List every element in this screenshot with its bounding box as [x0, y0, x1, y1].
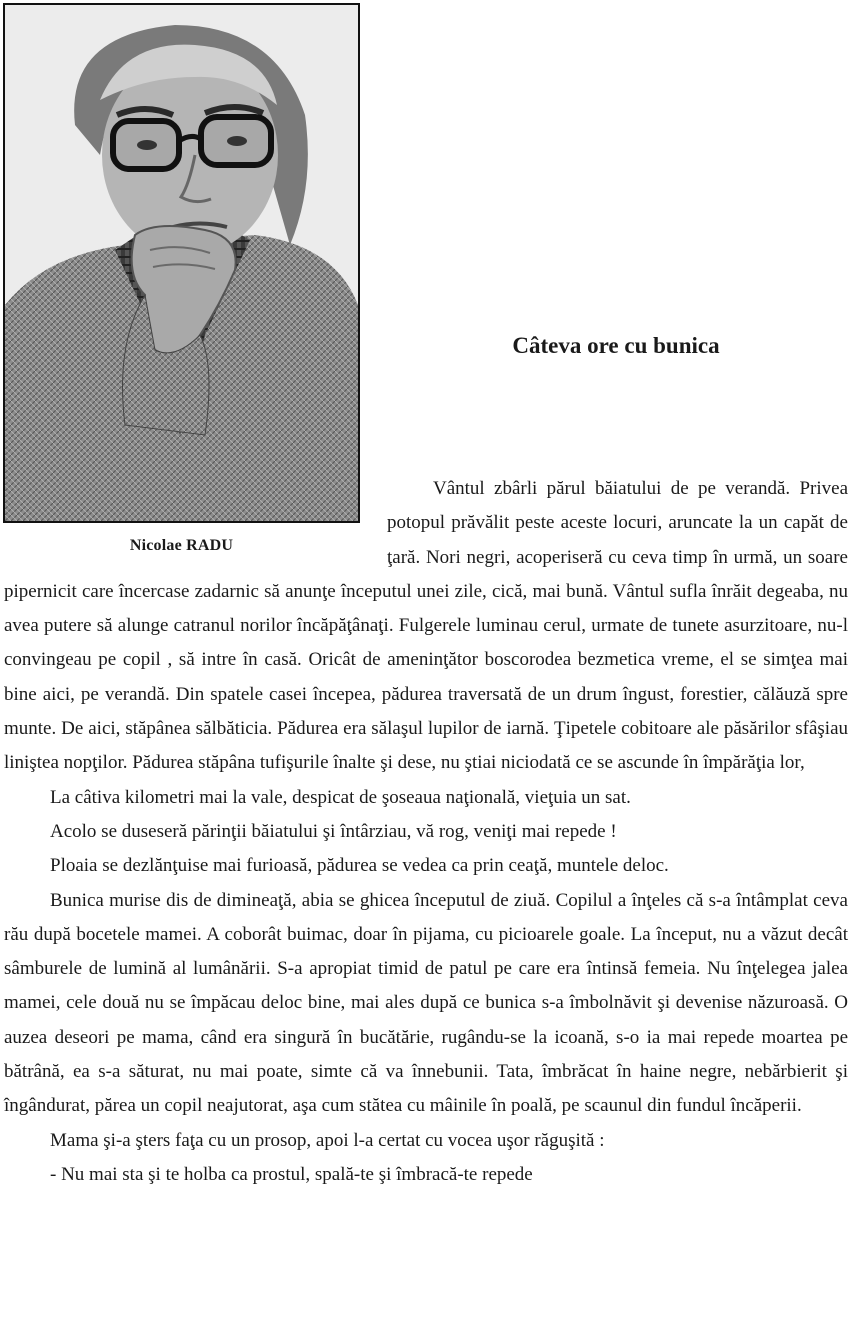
paragraph: Ploaia se dezlănţuise mai furioasă, pădurea se vedea ca prin ceaţă, muntele deloc.	[50, 855, 669, 877]
paragraph: La câtiva kilometri mai la vale, despicat de şoseaua naţională, vieţuia un sat.	[50, 786, 631, 808]
photo-caption: Nicolae RADU	[129, 537, 234, 554]
paragraph: Mama şi-a şters faţa cu un prosop, apoi l-a certat cu vocea uşor răguşită :	[50, 1129, 605, 1151]
article-body	[4, 472, 848, 1192]
paragraph: Acolo se duseseră părinţii băiatului şi întârziau, vă rog, veniţi mai repede !	[50, 820, 617, 842]
paragraph: Bunica murise dis de dimineaţă, abia se ghicea începutul de ziuă. Copilul a înţeles că s-a întâmplat ceva rău după bocetele mamei. A coborât buimac, doar în pijama, cu picioarele goale. La început, nu a văzut decât sâmburele de lumină al lumânării. S-a apropiat timid de patul pe care era întinsă femeia. Nu înţelegea jalea mamei, cele două nu se împăcau deloc bine, mai ales după ce bunica s-a îmbolnăvit şi devenise năzuroasă. O auzea deseori pe mama, când era singură în bucătărie, rugându-se la icoană, s-o ia mai repede moartea pe bătrână, ea s-a săturat, nu mai poate, simte că va înnebunii. Tata, îmbrăcat în haine negre, nebărbierit şi îngândurat, părea un copil neajutorat, aşa cum stătea cu mâinile în poală, pe scaunul din fundul încăperii.	[4, 889, 848, 1117]
author-photo	[3, 3, 360, 523]
article-title: Câteva ore cu bunica	[512, 333, 720, 358]
portrait-illustration	[5, 5, 358, 521]
paragraph: - Nu mai sta şi te holba ca prostul, spală-te şi îmbracă-te repede	[50, 1163, 533, 1185]
photo-wrap-spacer	[4, 472, 387, 574]
paragraph: Vântul zbârli părul băiatului de pe verandă. Privea potopul prăvălit peste aceste locuri, aruncate la un capăt de ţară. Nori negri, acoperiseră cu ceva timp în urmă, un soare pipernicit care încercase zadarnic să anunţe începutul unei zile, cică, mai bună. Vântul sufla înrăit degeaba, nu avea putere să alunge catranul norilor încăpăţânaţi. Fulgerele luminau cerul, urmate de tunete asurzitoare, nu-l convingeau pe copil , să intre în casă. Oricât de ameninţător boscorodea bezmetica vreme, el se simţea mai bine aici, pe verandă. Din spatele casei începea, pădurea traversată de un drum îngust, forestier, călăuză spre munte. De aici, stăpânea sălbăticia. Pădurea era sălaşul lupilor de iarnă. Ţipetele cobitoare ale păsărilor sfâşiau liniştea nopţilor. Pădurea stăpâna tufişurile înalte şi dese, nu ştiai niciodată ce se ascunde în împărăţia lor,	[4, 478, 848, 774]
